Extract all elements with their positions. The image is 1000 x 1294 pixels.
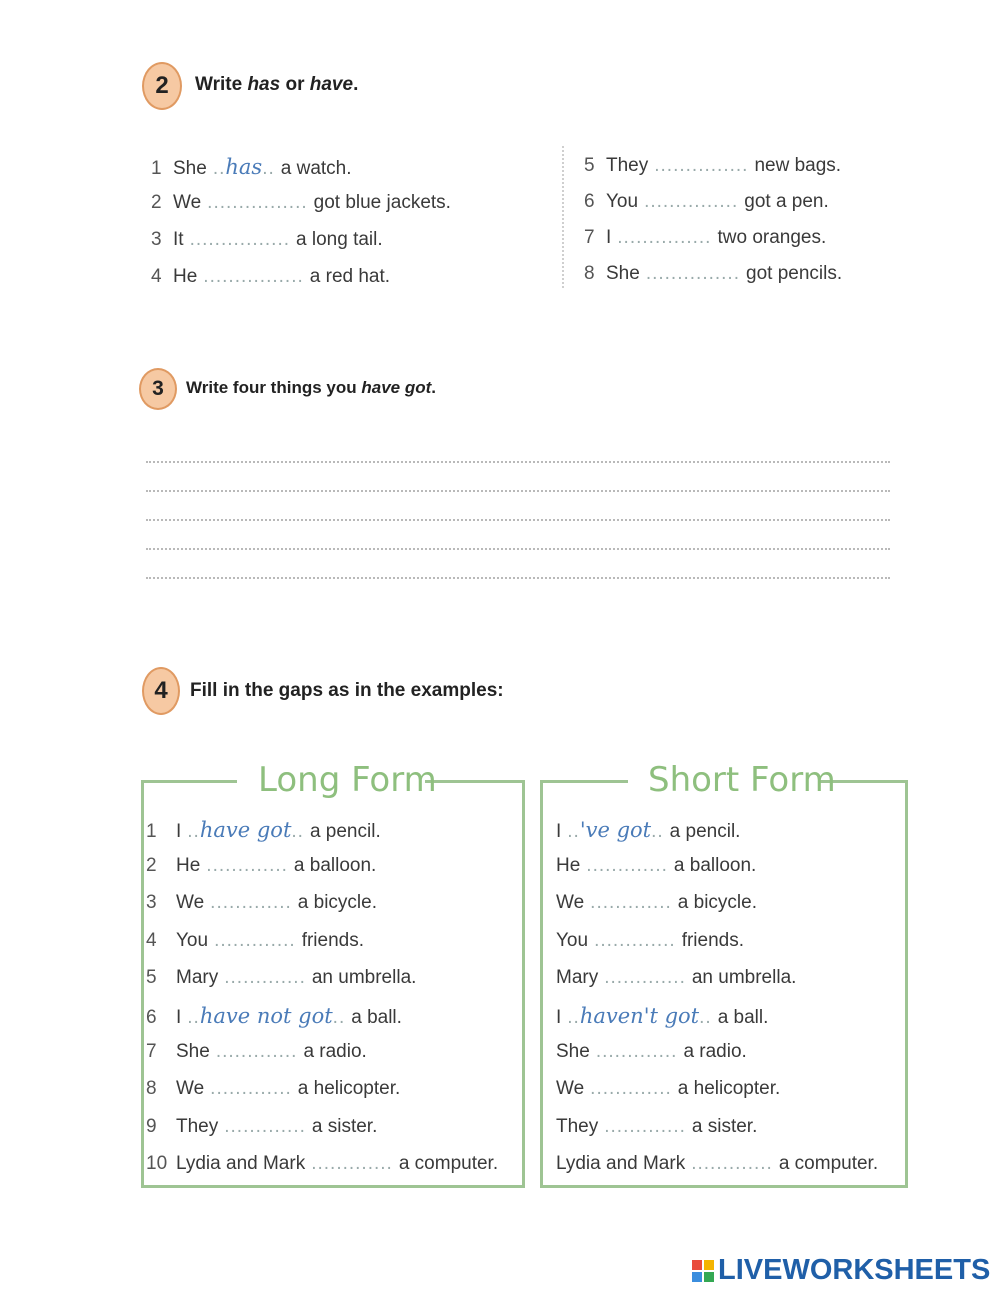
item-number: 7 — [146, 1041, 157, 1063]
item-number: 6 — [584, 191, 595, 212]
gap-dots: ............... — [644, 191, 739, 212]
answer-gap[interactable] — [210, 1078, 292, 1100]
subject: Mary — [556, 966, 599, 988]
sentence-end: a radio. — [683, 1041, 747, 1063]
long-form-item — [146, 967, 416, 989]
ex2-item — [151, 192, 451, 214]
subject: He — [173, 266, 198, 287]
answer-gap[interactable] — [214, 930, 296, 952]
item-number: 10 — [146, 1152, 168, 1174]
long-form-item — [146, 892, 377, 914]
long-form-top-rule-left — [141, 780, 237, 783]
subject: He — [556, 855, 581, 877]
short-form-item — [556, 1153, 878, 1175]
subject: They — [606, 155, 649, 176]
sentence-end: an umbrella. — [691, 966, 797, 988]
answer-line-5[interactable] — [146, 577, 890, 579]
short-form-item — [556, 930, 744, 952]
sentence-end: a sister. — [691, 1115, 758, 1137]
long-form-item — [146, 1116, 377, 1138]
handwritten-answer: haven't got — [579, 1004, 700, 1028]
answer-gap[interactable] — [207, 192, 307, 214]
sentence-end: a watch. — [280, 158, 352, 179]
gap-dots: ............. — [206, 855, 288, 877]
subject: I — [176, 1007, 182, 1028]
gap-dots: ............. — [224, 1115, 306, 1137]
answer-line-1[interactable] — [146, 461, 890, 463]
answer-gap[interactable] — [596, 1041, 678, 1063]
gap-dots: .. — [187, 821, 200, 842]
ex2-item — [584, 227, 826, 249]
handwritten-answer: has — [225, 155, 263, 179]
short-form-title: Short Form — [648, 760, 836, 800]
item-number: 2 — [146, 855, 157, 877]
item-number: 4 — [151, 266, 162, 287]
item-number: 8 — [584, 263, 595, 284]
gap-dots: .. — [332, 1007, 346, 1028]
gap-dots: .. — [699, 1007, 712, 1028]
answer-gap[interactable] — [213, 155, 275, 180]
long-form-item — [146, 1153, 498, 1175]
short-form-item — [556, 1041, 747, 1063]
sentence-end: two oranges. — [717, 227, 827, 248]
sentence-end: an umbrella. — [311, 966, 417, 988]
subject: You — [176, 929, 209, 951]
gap-dots: ............... — [654, 155, 749, 176]
item-number: 2 — [151, 192, 162, 213]
long-form-title: Long Form — [258, 760, 437, 800]
gap-dots: .. — [262, 158, 275, 179]
exercise-3-badge: 3 — [139, 368, 177, 410]
sentence-end: friends. — [681, 929, 744, 951]
gap-dots: ............. — [586, 855, 668, 877]
ex2-item — [584, 263, 842, 285]
answer-gap[interactable] — [654, 155, 748, 177]
gap-dots: ............. — [215, 1041, 298, 1063]
answer-gap[interactable] — [206, 855, 288, 877]
gap-dots: .. — [291, 821, 304, 842]
subject: He — [176, 855, 201, 877]
exercise-2-title: Write has or have. — [195, 74, 359, 95]
column-divider — [562, 146, 564, 288]
gap-dots: ............. — [224, 966, 306, 988]
item-number: 8 — [146, 1078, 157, 1100]
answer-gap[interactable] — [617, 227, 711, 249]
answer-gap[interactable] — [691, 1153, 773, 1175]
answer-gap[interactable] — [311, 1153, 393, 1175]
sentence-end: a bicycle. — [297, 892, 377, 914]
long-form-item — [146, 855, 376, 877]
answer-gap[interactable] — [567, 1004, 711, 1029]
gap-dots: .. — [187, 1007, 200, 1028]
answer-line-2[interactable] — [146, 490, 890, 492]
sentence-end: a ball. — [351, 1007, 402, 1028]
subject: Lydia and Mark — [556, 1152, 686, 1174]
short-form-item — [556, 967, 796, 989]
answer-gap[interactable] — [224, 1116, 306, 1138]
sentence-end: a radio. — [303, 1041, 367, 1063]
sentence-end: got pencils. — [746, 263, 843, 284]
item-number: 3 — [146, 892, 157, 914]
gap-dots: ............. — [210, 1078, 292, 1100]
sentence-end: got blue jackets. — [313, 192, 451, 213]
sentence-end: a helicopter. — [297, 1078, 401, 1100]
subject: I — [176, 821, 182, 842]
answer-gap[interactable] — [590, 1078, 672, 1100]
answer-gap[interactable] — [190, 229, 290, 251]
answer-gap[interactable] — [224, 967, 306, 989]
subject: Mary — [176, 966, 219, 988]
sentence-end: new bags. — [754, 155, 842, 176]
short-form-item — [556, 818, 740, 843]
sentence-end: a balloon. — [293, 855, 377, 877]
answer-gap[interactable] — [210, 892, 292, 914]
subject: I — [556, 821, 562, 842]
answer-gap[interactable] — [604, 1116, 686, 1138]
sentence-end: friends. — [301, 929, 364, 951]
gap-dots: .. — [212, 158, 226, 179]
gap-dots: ............. — [311, 1152, 393, 1174]
sentence-end: a ball. — [717, 1007, 769, 1028]
long-form-top-rule-right — [425, 780, 525, 783]
sentence-end: a bicycle. — [677, 892, 757, 914]
ex2-item — [151, 229, 383, 251]
item-number: 4 — [146, 929, 157, 951]
answer-gap[interactable] — [586, 855, 668, 877]
subject: We — [173, 192, 202, 213]
subject: You — [556, 929, 589, 951]
short-form-item — [556, 1116, 757, 1138]
item-number: 7 — [584, 227, 595, 248]
gap-dots: ............. — [214, 929, 296, 951]
sentence-end: a sister. — [311, 1115, 378, 1137]
short-form-item — [556, 1078, 780, 1100]
answer-line-4[interactable] — [146, 548, 890, 550]
answer-gap[interactable] — [567, 818, 663, 843]
answer-gap[interactable] — [187, 818, 304, 843]
subject: Lydia and Mark — [176, 1152, 306, 1174]
sentence-end: a computer. — [398, 1152, 499, 1174]
answer-gap[interactable] — [644, 191, 738, 213]
answer-gap[interactable] — [590, 892, 672, 914]
gap-dots: ............. — [604, 1115, 686, 1137]
gap-dots: ............. — [590, 892, 672, 914]
exercise-2-badge: 2 — [142, 62, 182, 110]
subject: She — [176, 1041, 210, 1063]
subject: We — [556, 892, 585, 914]
gap-dots: ............. — [604, 966, 686, 988]
gap-dots: ............. — [595, 1041, 678, 1063]
sentence-end: a helicopter. — [677, 1078, 781, 1100]
exercise-4-title: Fill in the gaps as in the examples: — [190, 680, 504, 701]
gap-dots: .. — [567, 821, 580, 842]
item-number: 3 — [151, 229, 162, 250]
subject: She — [173, 158, 207, 179]
handwritten-answer: have got — [199, 818, 292, 842]
answer-gap[interactable] — [203, 266, 303, 288]
gap-dots: ............... — [617, 227, 712, 248]
item-number: 1 — [146, 821, 157, 842]
subject: It — [173, 229, 184, 250]
subject: We — [176, 892, 205, 914]
long-form-item — [146, 818, 381, 843]
handwritten-answer: 've got — [579, 818, 652, 842]
ex2-item — [584, 191, 829, 213]
sentence-end: a red hat. — [309, 266, 391, 287]
sentence-end: a pencil. — [669, 821, 741, 842]
answer-gap[interactable] — [216, 1041, 298, 1063]
sentence-end: a pencil. — [309, 821, 381, 842]
ex2-item — [151, 266, 390, 288]
answer-gap[interactable] — [646, 263, 740, 285]
gap-dots: ............. — [210, 892, 292, 914]
short-form-item — [556, 855, 756, 877]
gap-dots: ................ — [203, 266, 304, 287]
long-form-item — [146, 1078, 400, 1100]
item-number: 6 — [146, 1007, 157, 1028]
logo-mark-icon — [692, 1260, 714, 1282]
short-form-item — [556, 1004, 768, 1029]
sentence-end: a long tail. — [296, 229, 383, 250]
gap-dots: .. — [567, 1007, 580, 1028]
gap-dots: ................ — [189, 229, 291, 250]
answer-line-3[interactable] — [146, 519, 890, 521]
liveworksheets-logo: LIVEWORKSHEETS — [692, 1254, 990, 1287]
answer-gap[interactable] — [604, 967, 686, 989]
short-form-top-rule-left — [540, 780, 628, 783]
short-form-item — [556, 892, 757, 914]
subject: They — [556, 1115, 599, 1137]
long-form-item — [146, 930, 364, 952]
gap-dots: ................ — [207, 192, 308, 213]
sentence-end: a computer. — [778, 1152, 879, 1174]
gap-dots: .. — [651, 821, 664, 842]
gap-dots: ............. — [590, 1078, 672, 1100]
item-number: 1 — [151, 158, 162, 179]
gap-dots: ............... — [645, 263, 740, 284]
sentence-end: a balloon. — [673, 855, 757, 877]
item-number: 5 — [146, 966, 157, 988]
long-form-item — [146, 1041, 367, 1063]
exercise-3-title: Write four things you have got. — [186, 378, 436, 397]
answer-gap[interactable] — [594, 930, 676, 952]
exercise-4-badge: 4 — [142, 667, 180, 715]
subject: We — [556, 1078, 585, 1100]
subject: I — [556, 1007, 562, 1028]
answer-gap[interactable] — [187, 1004, 345, 1029]
gap-dots: ............. — [691, 1152, 773, 1174]
sentence-end: got a pen. — [744, 191, 829, 212]
item-number: 5 — [584, 155, 595, 176]
subject: We — [176, 1078, 205, 1100]
gap-dots: ............. — [594, 929, 676, 951]
subject: She — [556, 1041, 590, 1063]
long-form-item — [146, 1004, 402, 1029]
subject: They — [176, 1115, 219, 1137]
ex2-item — [584, 155, 841, 177]
subject: You — [606, 191, 639, 212]
handwritten-answer: have not got — [199, 1004, 333, 1028]
ex2-item — [151, 155, 352, 180]
item-number: 9 — [146, 1115, 157, 1137]
subject: She — [606, 263, 640, 284]
subject: I — [606, 227, 612, 248]
